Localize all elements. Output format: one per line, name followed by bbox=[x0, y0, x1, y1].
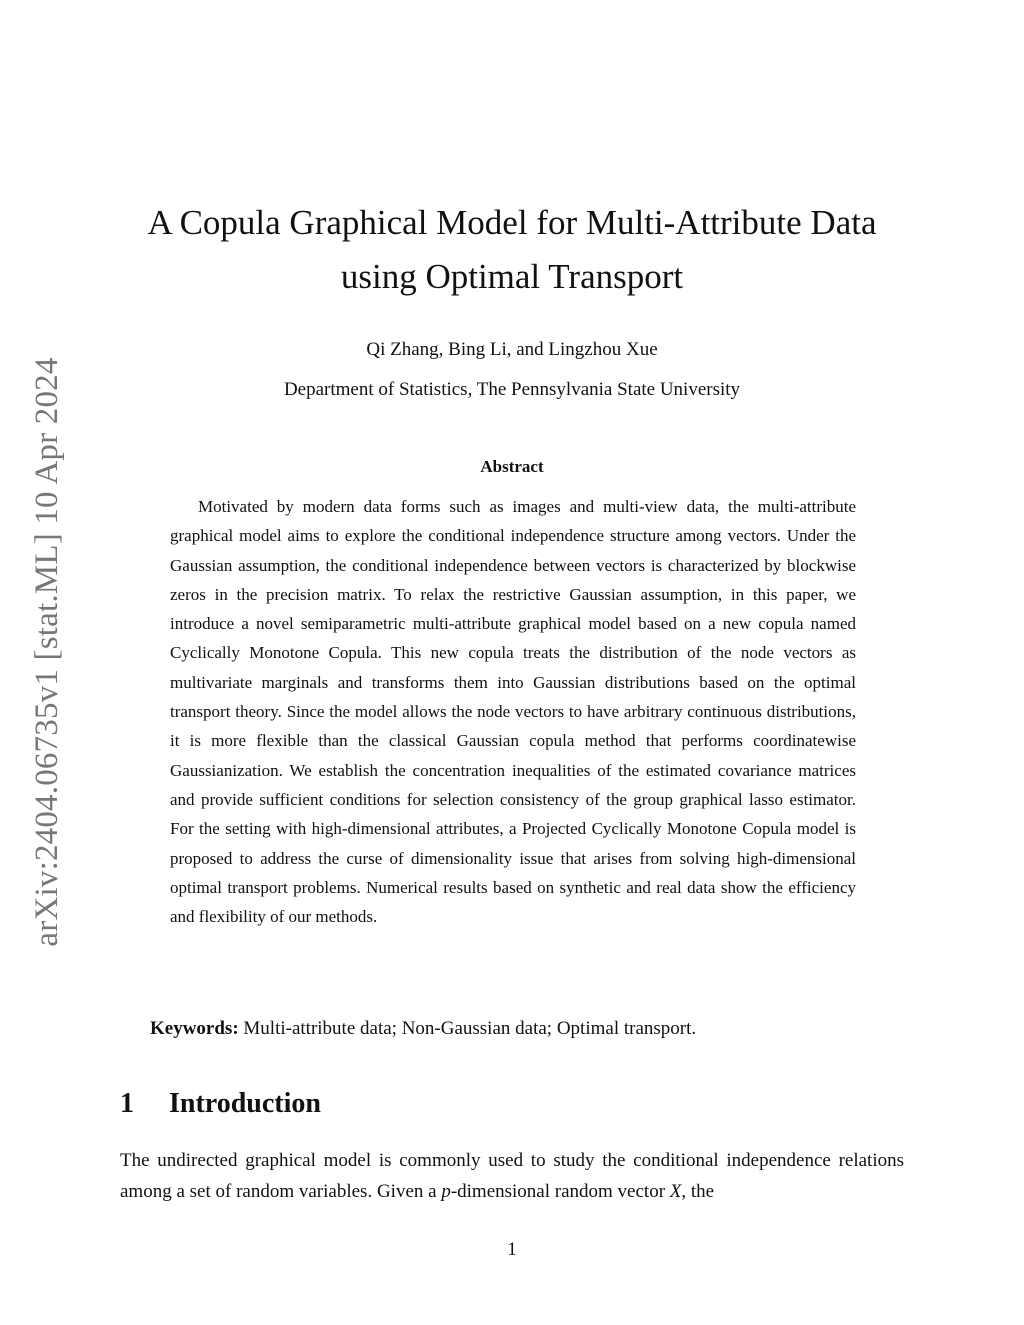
abstract-text: Motivated by modern data forms such as images and multi-view data, the multi-attribute graphical model aims to explore the conditional independence structure among vectors. Under the Gaussian assumption, the conditional independence between vectors is characterized by blockwise zeros in the precision matrix. To relax the restrictive Gaussian assumption, in this paper, we introduce a novel semiparametric multi-attribute graphical model based on a new copula named Cyclically Monotone Copula. This new copula treats the distribution of the node vectors as multivariate marginals and transforms them into Gaussian distributions based on the optimal transport theory. Since the model allows the node vectors to have arbitrary continuous distributions, it is more flexible than the classical Gaussian copula method that performs coordinatewise Gaussianization. We establish the concentration inequalities of the estimated covariance matrices and provide sufficient conditions for selection consistency of the group graphical lasso estimator. For the setting with high-dimensional attributes, a Projected Cyclically Monotone Copula model is proposed to address the curse of dimensionality issue that arises from solving high-dimensional optimal transport problems. Numerical results based on synthetic and real data show the efficiency and flexibility of our methods. bbox=[170, 497, 856, 927]
intro-text-part-1: The undirected graphical model is commonly used to study the conditional independence relations among a set of random variables. Given a bbox=[120, 1150, 904, 1202]
paper-title bbox=[120, 196, 904, 304]
page-number: 1 bbox=[507, 1239, 517, 1260]
math-symbol-p: p bbox=[441, 1180, 451, 1202]
keywords-label: Keywords: bbox=[150, 1018, 239, 1039]
author-affiliation: Department of Statistics, The Pennsylvania State University bbox=[283, 379, 741, 400]
author-list: Qi Zhang, Bing Li, and Lingzhou Xue bbox=[366, 339, 658, 360]
section-number: 1 bbox=[120, 1088, 134, 1119]
section-title: Introduction bbox=[169, 1088, 321, 1119]
paper-title-line-1: A Copula Graphical Model for Multi-Attribute Data bbox=[147, 203, 877, 242]
arxiv-identifier-stamp: arXiv:2404.06735v1 [stat.ML] 10 Apr 2024 bbox=[29, 357, 65, 947]
intro-text-part-2: -dimensional random vector bbox=[450, 1180, 670, 1202]
math-symbol-x: X bbox=[669, 1180, 682, 1202]
abstract-heading: Abstract bbox=[480, 457, 544, 476]
section-heading-introduction bbox=[120, 1086, 321, 1122]
keywords bbox=[150, 1016, 910, 1042]
keywords-text: Multi-attribute data; Non-Gaussian data; Optimal transport. bbox=[243, 1018, 697, 1039]
intro-text-part-3: , the bbox=[681, 1180, 715, 1202]
paper-title-line-2: using Optimal Transport bbox=[340, 257, 684, 296]
introduction-paragraph bbox=[120, 1146, 904, 1207]
